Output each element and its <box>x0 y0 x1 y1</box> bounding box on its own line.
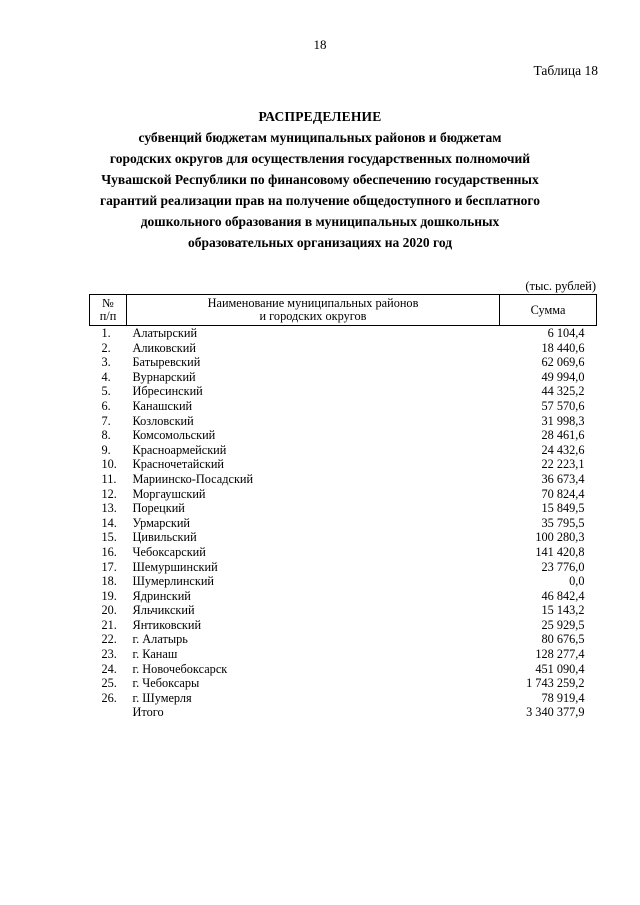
row-name: Порецкий <box>132 501 185 516</box>
row-sum: 1 743 259,2 <box>526 676 585 691</box>
row-sum: 31 998,3 <box>541 413 585 428</box>
table-row <box>90 632 597 647</box>
row-sum: 6 104,4 <box>547 326 585 340</box>
row-name: Шумерлинский <box>132 574 215 589</box>
row-number: 2. <box>101 340 111 355</box>
row-name: Шемуршинский <box>132 559 218 574</box>
row-sum: 70 824,4 <box>541 486 585 501</box>
row-name: Аликовский <box>132 340 196 355</box>
row-number: 8. <box>101 428 111 443</box>
table-row <box>90 399 597 414</box>
table-row <box>90 589 597 604</box>
table-row <box>90 560 597 575</box>
row-sum: 100 280,3 <box>535 530 585 545</box>
total-row <box>90 705 597 720</box>
table-row <box>90 384 597 399</box>
row-sum: 28 461,6 <box>541 428 585 443</box>
row-sum: 46 842,4 <box>541 588 585 603</box>
table-row <box>90 487 597 502</box>
table-row <box>90 691 597 706</box>
header-name-line1: Наименование муниципальных районов <box>207 296 419 310</box>
table-row <box>90 326 597 341</box>
row-name: Красноармейский <box>132 442 227 457</box>
row-number: 9. <box>101 442 111 457</box>
row-number: 13. <box>101 501 117 516</box>
table-row <box>90 676 597 691</box>
table-row <box>90 414 597 429</box>
table-label: Таблица 18 <box>533 63 598 78</box>
row-name: г. Канаш <box>132 647 178 662</box>
heading-title: РАСПРЕДЕЛЕНИЕ <box>258 109 382 124</box>
heading-line: субвенций бюджетам муниципальных районов и бюджетам <box>138 130 502 145</box>
row-sum: 128 277,4 <box>535 647 585 662</box>
row-name: Красночетайский <box>132 457 224 472</box>
row-sum: 22 223,1 <box>541 457 585 472</box>
row-name: Козловский <box>132 413 194 428</box>
row-sum: 18 440,6 <box>541 340 585 355</box>
row-number: 12. <box>101 486 117 501</box>
total-label: Итого <box>132 705 164 720</box>
table-row <box>90 603 597 618</box>
row-number: 20. <box>101 603 117 618</box>
table-header-row <box>90 295 597 326</box>
heading-line: дошкольного образования в муниципальных дошкольных <box>140 214 500 229</box>
distribution-table <box>89 294 597 720</box>
table-row <box>90 370 597 385</box>
row-name: Алатырский <box>132 326 198 340</box>
row-number: 4. <box>101 369 111 384</box>
page-number: 18 <box>313 37 327 52</box>
table-row <box>90 662 597 677</box>
table-row <box>90 530 597 545</box>
row-number: 26. <box>101 690 117 705</box>
row-number: 25. <box>101 676 117 691</box>
table-row <box>90 545 597 560</box>
table-row <box>90 501 597 516</box>
row-name: Вурнарский <box>132 369 196 384</box>
row-name: Яльчикский <box>132 603 195 618</box>
table-row <box>90 472 597 487</box>
heading-line: гарантий реализации прав на получение общедоступного и бесплатного <box>100 193 540 208</box>
row-sum: 44 325,2 <box>541 384 585 399</box>
row-number: 24. <box>101 661 117 676</box>
row-name: Мариинско-Посадский <box>132 471 254 486</box>
heading-line: образовательных организациях на 2020 год <box>187 235 453 250</box>
row-name: Урмарский <box>132 515 190 530</box>
table-row <box>90 341 597 356</box>
table-row <box>90 428 597 443</box>
row-name: г. Шумерля <box>132 690 192 705</box>
units-label: (тыс. рублей) <box>525 279 596 293</box>
row-number: 1. <box>101 326 111 340</box>
row-name: Янтиковский <box>132 617 202 632</box>
row-name: Ибресинский <box>132 384 203 399</box>
total-number <box>90 705 127 720</box>
row-name: Батыревский <box>132 355 201 370</box>
row-name: г. Чебоксары <box>132 676 200 691</box>
row-sum: 80 676,5 <box>541 632 585 647</box>
table-row <box>90 647 597 662</box>
row-name: Моргаушский <box>132 486 206 501</box>
row-sum: 25 929,5 <box>541 617 585 632</box>
row-sum: 36 673,4 <box>541 471 585 486</box>
header-number-abbr: п/п <box>99 309 117 323</box>
row-name: Цивильский <box>132 530 197 545</box>
row-number: 5. <box>101 384 111 399</box>
row-number: 23. <box>101 647 117 662</box>
row-sum: 49 994,0 <box>541 369 585 384</box>
row-number: 17. <box>101 559 117 574</box>
row-number: 21. <box>101 617 117 632</box>
row-sum: 78 919,4 <box>541 690 585 705</box>
row-number: 7. <box>101 413 111 428</box>
row-number: 15. <box>101 530 117 545</box>
row-sum: 23 776,0 <box>541 559 585 574</box>
total-sum: 3 340 377,9 <box>526 705 585 720</box>
table-row <box>90 457 597 472</box>
heading-line: городских округов для осуществления государственных полномочий <box>109 151 531 166</box>
row-number: 16. <box>101 544 117 559</box>
table-row <box>90 516 597 531</box>
row-sum: 141 420,8 <box>535 544 585 559</box>
row-name: г. Алатырь <box>132 632 188 647</box>
row-name: Комсомольский <box>132 428 216 443</box>
row-sum: 57 570,6 <box>541 398 585 413</box>
header-sum: Сумма <box>500 295 597 326</box>
table-row <box>90 574 597 589</box>
row-sum: 451 090,4 <box>535 661 585 676</box>
row-sum: 15 849,5 <box>541 501 585 516</box>
row-sum: 15 143,2 <box>541 603 585 618</box>
table-row <box>90 355 597 370</box>
table-row <box>90 443 597 458</box>
header-number <box>90 295 127 326</box>
heading-line: Чувашской Республики по финансовому обеспечению государственных <box>101 172 539 187</box>
row-number: 19. <box>101 588 117 603</box>
row-number: 14. <box>101 515 117 530</box>
row-sum: 35 795,5 <box>541 515 585 530</box>
header-name-line2: и городских округов <box>259 309 367 323</box>
table-body <box>90 326 597 721</box>
document-heading <box>40 106 600 253</box>
row-number: 6. <box>101 398 111 413</box>
row-number: 11. <box>101 471 117 486</box>
header-name <box>127 295 500 326</box>
row-name: Ядринский <box>132 588 191 603</box>
row-name: Чебоксарский <box>132 544 206 559</box>
table-row <box>90 618 597 633</box>
row-number: 3. <box>101 355 111 370</box>
row-name: г. Новочебоксарск <box>132 661 228 676</box>
row-number: 10. <box>101 457 117 472</box>
row-sum: 24 432,6 <box>541 442 585 457</box>
row-number: 18. <box>101 574 117 589</box>
row-number: 22. <box>101 632 117 647</box>
row-sum: 62 069,6 <box>541 355 585 370</box>
row-name: Канашский <box>132 398 193 413</box>
row-sum: 0,0 <box>569 574 585 589</box>
header-number-symbol: № <box>102 296 114 310</box>
